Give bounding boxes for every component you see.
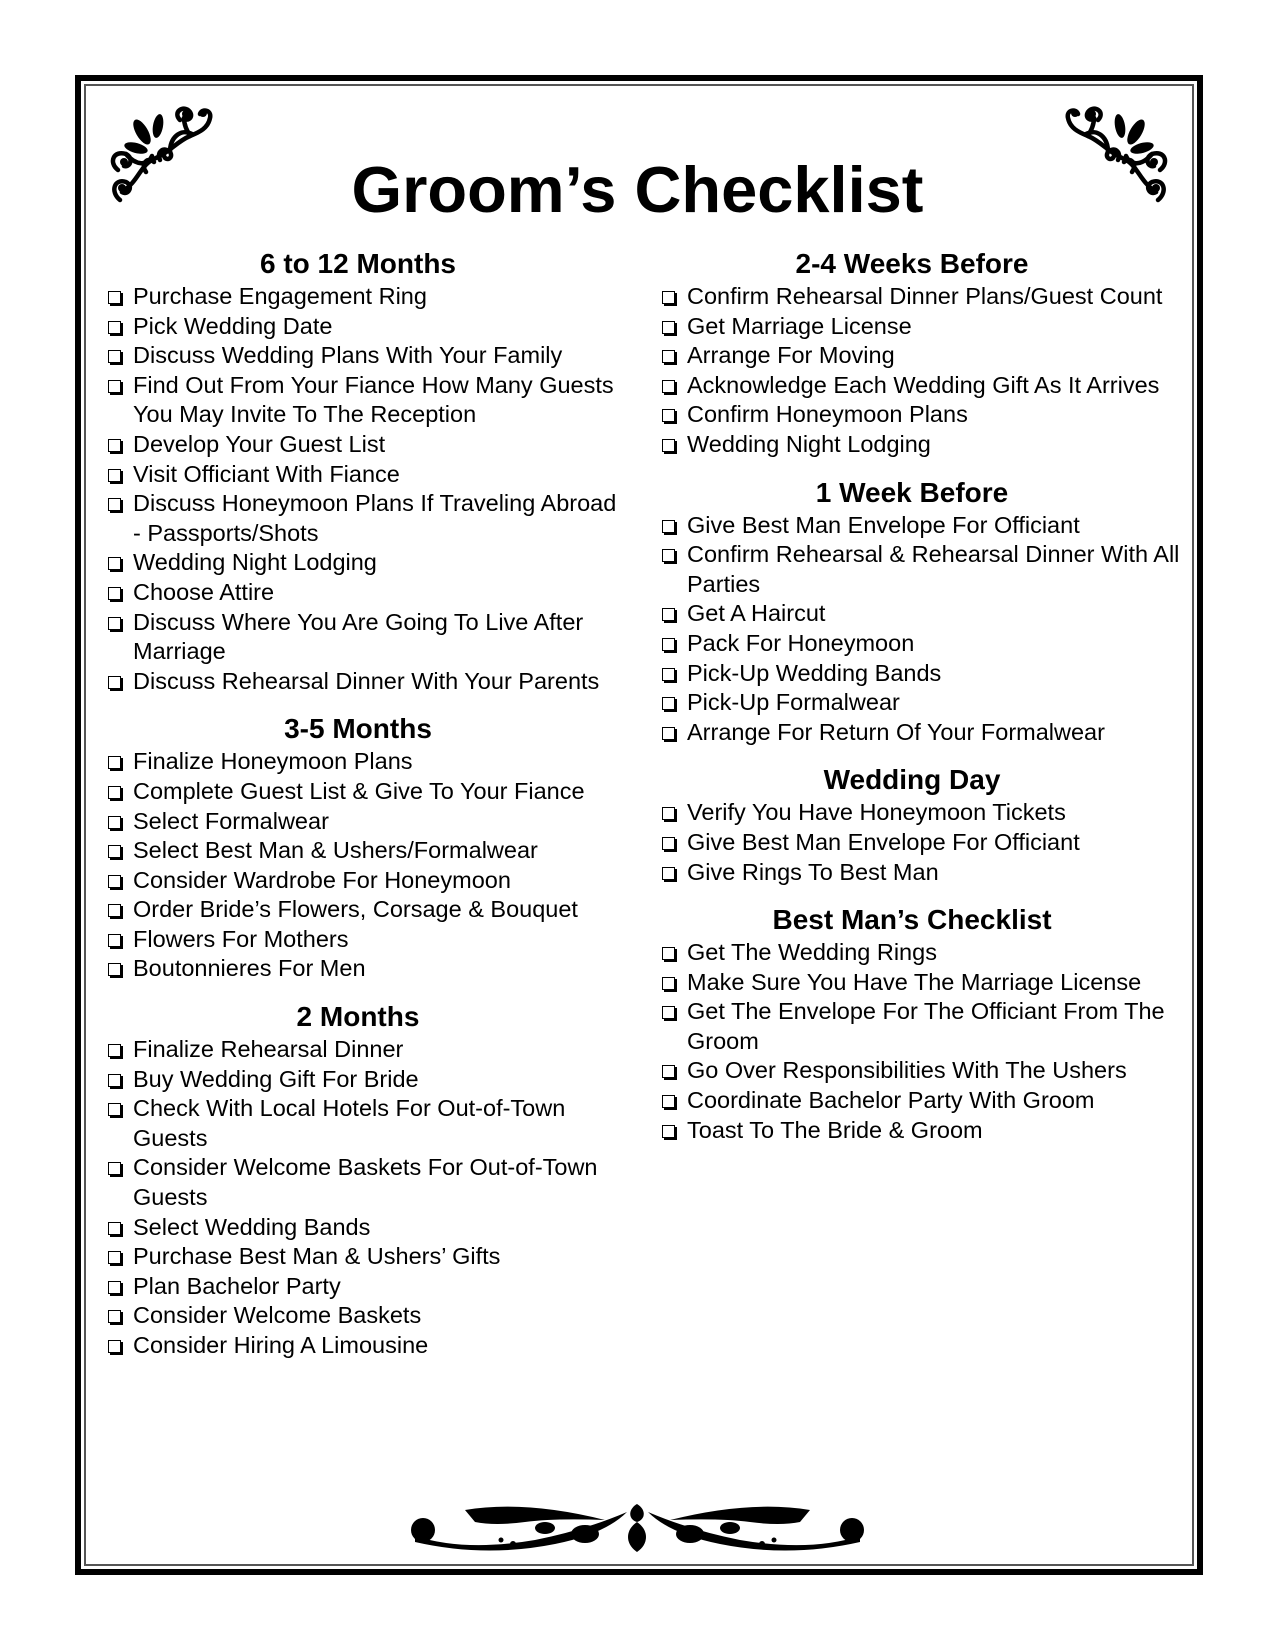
checkbox-icon[interactable] xyxy=(108,1222,121,1235)
section-heading: 2-4 Weeks Before xyxy=(795,248,1029,279)
checklist-item[interactable] xyxy=(108,1153,628,1212)
checkbox-icon[interactable] xyxy=(108,321,121,334)
item-label: Select Best Man & Ushers/Formalwear xyxy=(133,837,538,864)
checkbox-icon[interactable] xyxy=(662,350,675,363)
item-label: Arrange For Moving xyxy=(687,342,895,369)
item-label: Pack For Honeymoon xyxy=(687,629,915,656)
checkbox-icon[interactable] xyxy=(662,439,675,452)
checklist-item[interactable] xyxy=(108,866,628,896)
item-label: Give Best Man Envelope For Officiant xyxy=(687,828,1080,855)
checkbox-icon[interactable] xyxy=(108,875,121,888)
checklist-item[interactable] xyxy=(108,282,628,312)
item-label: Discuss Rehearsal Dinner With Your Parents xyxy=(133,667,600,694)
item-label: Visit Officiant With Fiance xyxy=(133,460,400,487)
checkbox-icon[interactable] xyxy=(108,1310,121,1323)
item-label: Consider Welcome Baskets For Out-of-Town Guests xyxy=(133,1154,598,1211)
item-label: Pick Wedding Date xyxy=(133,312,333,339)
checkbox-icon[interactable] xyxy=(662,727,675,740)
item-label: Pick-Up Formalwear xyxy=(687,689,900,716)
checklist-item[interactable] xyxy=(662,828,1182,858)
item-label: Find Out From Your Fiance How Many Guests You May Invite To The Reception xyxy=(133,371,614,428)
checklist-item[interactable] xyxy=(662,511,1182,541)
item-label: Give Rings To Best Man xyxy=(687,858,939,885)
section-heading: 6 to 12 Months xyxy=(259,248,456,279)
checkbox-icon[interactable] xyxy=(662,977,675,990)
checkbox-icon[interactable] xyxy=(662,380,675,393)
item-label: Flowers For Mothers xyxy=(133,925,349,952)
checklist-item[interactable] xyxy=(108,460,628,490)
checklist-item[interactable] xyxy=(108,895,628,925)
checklist-item[interactable] xyxy=(108,341,628,371)
checkbox-icon[interactable] xyxy=(108,816,121,829)
item-label: Discuss Where You Are Going To Live After Marriage xyxy=(133,608,584,665)
checklist xyxy=(662,798,1182,887)
checkbox-icon[interactable] xyxy=(108,439,121,452)
checklist-item[interactable] xyxy=(662,997,1182,1056)
checklist-item[interactable] xyxy=(108,548,628,578)
checklist-item[interactable] xyxy=(108,608,628,667)
item-label: Arrange For Return Of Your Formalwear xyxy=(687,718,1105,745)
checklist-item[interactable] xyxy=(108,578,628,608)
checklist-item[interactable] xyxy=(108,371,628,430)
checklist-item[interactable] xyxy=(662,659,1182,689)
checkbox-icon[interactable] xyxy=(108,557,121,570)
item-label: Complete Guest List & Give To Your Fiance xyxy=(133,777,585,804)
checklist-item[interactable] xyxy=(662,629,1182,659)
item-label: Coordinate Bachelor Party With Groom xyxy=(687,1087,1095,1114)
page-title: Groom’s Checklist xyxy=(351,152,924,226)
right-column xyxy=(662,246,1182,1160)
checklist xyxy=(108,1035,628,1361)
section-heading: Best Man’s Checklist xyxy=(772,904,1052,936)
checklist-item[interactable] xyxy=(108,1094,628,1153)
checklist-item[interactable] xyxy=(662,371,1182,401)
item-label: Get The Wedding Rings xyxy=(687,939,937,966)
checkbox-icon[interactable] xyxy=(662,807,675,820)
checklist-item[interactable] xyxy=(662,599,1182,629)
section-heading: 1 Week Before xyxy=(815,476,1009,508)
item-label: Get A Haircut xyxy=(687,600,826,627)
section-wedding-day xyxy=(662,762,1182,887)
section-3-5-months xyxy=(108,711,628,984)
checklist-item[interactable] xyxy=(108,1065,628,1095)
checklist-item[interactable] xyxy=(108,312,628,342)
item-label: Check With Local Hotels For Out-of-Town Guests xyxy=(133,1095,566,1151)
checklist-item[interactable] xyxy=(662,718,1182,748)
checkbox-icon[interactable] xyxy=(662,1065,675,1078)
checklist-item[interactable] xyxy=(108,489,628,548)
checkbox-icon[interactable] xyxy=(662,321,675,334)
section-heading: Wedding Day xyxy=(823,764,1001,796)
checklist xyxy=(662,511,1182,748)
checklist-item[interactable] xyxy=(662,540,1182,599)
section-1-week-before xyxy=(662,475,1182,748)
checklist xyxy=(108,747,628,984)
checklist-item[interactable] xyxy=(662,430,1182,460)
checklist-item[interactable] xyxy=(662,282,1182,312)
scroll-ornament-icon xyxy=(405,1500,870,1560)
checklist-item[interactable] xyxy=(662,400,1182,430)
item-label: Finalize Honeymoon Plans xyxy=(133,748,413,775)
item-label: Discuss Honeymoon Plans If Traveling Abroad - Passports/Shots xyxy=(133,490,617,546)
checkbox-icon[interactable] xyxy=(108,786,121,799)
checkbox-icon[interactable] xyxy=(108,587,121,600)
checkbox-icon[interactable] xyxy=(662,837,675,850)
section-heading: 3-5 Months xyxy=(284,713,432,745)
checklist-item[interactable] xyxy=(108,1213,628,1243)
checkbox-icon[interactable] xyxy=(108,676,121,689)
checkbox-icon[interactable] xyxy=(108,350,121,363)
item-label: Purchase Engagement Ring xyxy=(133,283,427,309)
item-label: Toast To The Bride & Groom xyxy=(687,1116,983,1143)
checkbox-icon[interactable] xyxy=(108,1281,121,1294)
checkbox-icon[interactable] xyxy=(662,291,675,304)
checklist-item[interactable] xyxy=(108,777,628,807)
checkbox-icon[interactable] xyxy=(662,608,675,621)
checklist-item[interactable] xyxy=(662,798,1182,828)
section-heading: 2 Months xyxy=(296,1001,420,1033)
checkbox-icon[interactable] xyxy=(108,498,121,511)
checklist xyxy=(662,938,1182,1145)
item-label: Select Formalwear xyxy=(133,807,329,834)
item-label: Consider Welcome Baskets xyxy=(133,1302,422,1329)
checkbox-icon[interactable] xyxy=(108,904,121,917)
checklist-item[interactable] xyxy=(662,938,1182,968)
checklist-item[interactable] xyxy=(108,667,628,697)
item-label: Select Wedding Bands xyxy=(133,1213,371,1240)
item-label: Confirm Honeymoon Plans xyxy=(687,401,968,428)
checkbox-icon[interactable] xyxy=(662,1006,675,1019)
checklist-item[interactable] xyxy=(108,1301,628,1331)
checklist-item[interactable] xyxy=(662,341,1182,371)
item-label: Plan Bachelor Party xyxy=(133,1272,341,1299)
checklist-item[interactable] xyxy=(108,747,628,777)
item-label: Purchase Best Man & Ushers’ Gifts xyxy=(133,1243,501,1270)
checkbox-icon[interactable] xyxy=(108,380,121,393)
checkbox-icon[interactable] xyxy=(108,1074,121,1087)
item-label: Consider Wardrobe For Honeymoon xyxy=(133,866,511,893)
section-best-mans-checklist xyxy=(662,902,1182,1145)
checkbox-icon[interactable] xyxy=(108,1103,121,1116)
item-label: Choose Attire xyxy=(133,578,275,605)
checkbox-icon[interactable] xyxy=(108,845,121,858)
checklist-item[interactable] xyxy=(108,925,628,955)
item-label: Give Best Man Envelope For Officiant xyxy=(687,511,1080,538)
checkbox-icon[interactable] xyxy=(108,963,121,976)
section-6-to-12-months xyxy=(108,246,628,696)
checklist-item[interactable] xyxy=(108,807,628,837)
checklist xyxy=(662,282,1182,460)
checklist xyxy=(108,282,628,696)
checkbox-icon[interactable] xyxy=(662,867,675,880)
item-label: Pick-Up Wedding Bands xyxy=(687,659,942,686)
item-label: Get The Envelope For The Officiant From The Groom xyxy=(687,998,1165,1054)
section-2-4-weeks-before xyxy=(662,246,1182,460)
checkbox-icon[interactable] xyxy=(662,638,675,651)
checklist-item[interactable] xyxy=(108,430,628,460)
item-label: Make Sure You Have The Marriage License xyxy=(687,968,1142,995)
checkbox-icon[interactable] xyxy=(108,756,121,769)
checklist-item[interactable] xyxy=(662,968,1182,998)
checkbox-icon[interactable] xyxy=(108,291,121,304)
checkbox-icon[interactable] xyxy=(662,549,675,562)
checkbox-icon[interactable] xyxy=(108,1251,121,1264)
item-label: Wedding Night Lodging xyxy=(687,430,931,457)
checklist-item[interactable] xyxy=(662,688,1182,718)
item-label: Finalize Rehearsal Dinner xyxy=(133,1036,404,1063)
checklist-item[interactable] xyxy=(662,1116,1182,1146)
item-label: Verify You Have Honeymoon Tickets xyxy=(687,799,1066,826)
checklist-item[interactable] xyxy=(662,1056,1182,1086)
item-label: Develop Your Guest List xyxy=(133,430,386,457)
checklist-item[interactable] xyxy=(662,1086,1182,1116)
item-label: Confirm Rehearsal Dinner Plans/Guest Count xyxy=(687,283,1163,309)
item-label: Get Marriage License xyxy=(687,312,912,339)
checkbox-icon[interactable] xyxy=(662,668,675,681)
checklist-item[interactable] xyxy=(108,836,628,866)
left-column xyxy=(108,246,628,1376)
item-label: Order Bride’s Flowers, Corsage & Bouquet xyxy=(133,896,578,923)
checkbox-icon[interactable] xyxy=(108,617,121,630)
item-label: Buy Wedding Gift For Bride xyxy=(133,1065,419,1092)
checklist-item[interactable] xyxy=(662,858,1182,888)
checklist-item[interactable] xyxy=(108,1331,628,1361)
checkbox-icon[interactable] xyxy=(108,1162,121,1175)
checkbox-icon[interactable] xyxy=(108,934,121,947)
item-label: Wedding Night Lodging xyxy=(133,549,377,576)
item-label: Go Over Responsibilities With The Ushers xyxy=(687,1057,1127,1084)
checklist-item[interactable] xyxy=(108,954,628,984)
item-label: Acknowledge Each Wedding Gift As It Arrives xyxy=(687,371,1160,398)
checkbox-icon[interactable] xyxy=(108,1340,121,1353)
checklist-item[interactable] xyxy=(108,1242,628,1272)
checklist-item[interactable] xyxy=(108,1035,628,1065)
item-label: Confirm Rehearsal & Rehearsal Dinner With All Parties xyxy=(687,541,1180,597)
item-label: Consider Hiring A Limousine xyxy=(133,1332,429,1358)
checkbox-icon[interactable] xyxy=(108,469,121,482)
checklist-item[interactable] xyxy=(662,312,1182,342)
checkbox-icon[interactable] xyxy=(108,1044,121,1057)
checkbox-icon[interactable] xyxy=(662,947,675,960)
checkbox-icon[interactable] xyxy=(662,1125,675,1138)
checkbox-icon[interactable] xyxy=(662,697,675,710)
section-2-months xyxy=(108,999,628,1361)
checkbox-icon[interactable] xyxy=(662,1095,675,1108)
item-label: Boutonnieres For Men xyxy=(133,955,366,982)
item-label: Discuss Wedding Plans With Your Family xyxy=(133,342,563,369)
checklist-item[interactable] xyxy=(108,1272,628,1302)
checkbox-icon[interactable] xyxy=(662,520,675,533)
checkbox-icon[interactable] xyxy=(662,409,675,422)
